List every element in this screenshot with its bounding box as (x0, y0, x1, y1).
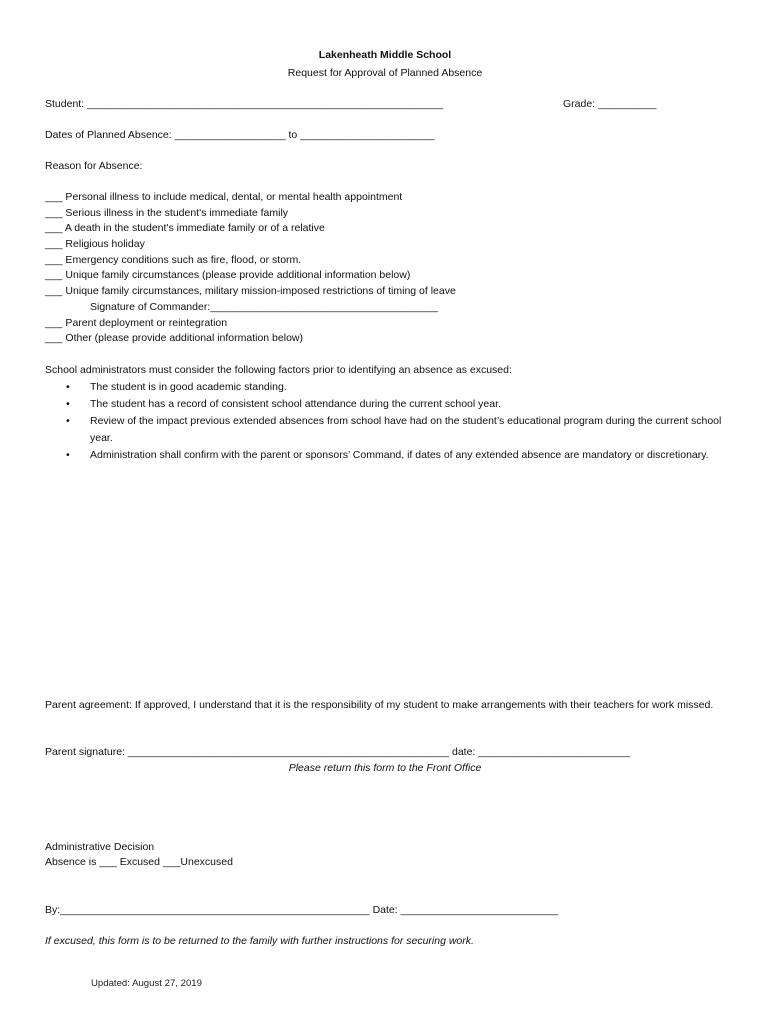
factor-previous-absences: Review of the impact previous extended absences from school have had on the student’s educational program during the current school year. (90, 415, 722, 444)
commander-signature-field[interactable]: Signature of Commander:_______________________________________ (90, 301, 438, 313)
bullet-icon: • (66, 448, 70, 461)
list-item (45, 379, 725, 395)
factor-academic-standing: The student is in good academic standing. (90, 381, 287, 393)
by-date-field[interactable]: By:_____________________________________________________ Date: ___________________________ (45, 904, 559, 916)
dates-field[interactable]: Dates of Planned Absence: ___________________ to _______________________ (45, 129, 435, 141)
decision-line[interactable]: Absence is ___ Excused ___Unexcused (45, 856, 233, 868)
reason-heading: Reason for Absence: (45, 160, 143, 172)
reason-parent-deployment[interactable]: ___ Parent deployment or reintegration (45, 317, 228, 329)
factor-command-confirmation: Administration shall confirm with the parent or sponsors’ Command, if dates of any extended absence are mandatory or discretionary. (90, 448, 709, 461)
reason-unique-family[interactable]: ___ Unique family circumstances (please provide additional information below) (45, 269, 411, 281)
list-item (45, 447, 725, 463)
bullet-icon: • (66, 381, 70, 393)
reason-personal-illness[interactable]: ___ Personal illness to include medical, dental, or mental health appointment (45, 191, 403, 203)
reason-serious-illness[interactable]: ___ Serious illness in the student's immediate family (45, 207, 289, 219)
return-note: Please return this form to the Front Office (288, 762, 482, 774)
reason-emergency-conditions[interactable]: ___ Emergency conditions such as fire, flood, or storm. (45, 254, 302, 266)
excused-note: If excused, this form is to be returned to the family with further instructions for securing work. (45, 935, 474, 947)
list-item (45, 413, 725, 445)
reason-death-in-family[interactable]: ___ A death in the student's immediate family or of a relative (45, 222, 325, 234)
student-field[interactable]: Student: _____________________________________________________________ (45, 98, 444, 110)
grade-field[interactable]: Grade: __________ (563, 98, 657, 110)
admin-factors-list (45, 379, 725, 464)
bullet-icon: • (66, 415, 70, 428)
parent-agreement: Parent agreement: If approved, I understand that it is the responsibility of my student to make arrangements with their teachers for work missed. (45, 699, 714, 711)
reason-military-mission[interactable]: ___ Unique family circumstances, military mission-imposed restrictions of timing of leave (45, 285, 456, 297)
reason-religious-holiday[interactable]: ___ Religious holiday (45, 238, 145, 250)
list-item (45, 396, 725, 412)
parent-signature-field[interactable]: Parent signature: _______________________________________________________ date: __________________________ (45, 746, 631, 758)
bullet-icon: • (66, 398, 70, 411)
factor-attendance: The student has a record of consistent school attendance during the current school year. (90, 398, 501, 411)
admin-factors-intro: School administrators must consider the following factors prior to identifying an absence as excused: (45, 364, 512, 376)
decision-heading: Administrative Decision (45, 841, 155, 853)
form-title: Request for Approval of Planned Absence (287, 67, 483, 79)
school-name: Lakenheath Middle School (318, 49, 452, 61)
updated-date: Updated: August 27, 2019 (91, 978, 202, 989)
reason-other[interactable]: ___ Other (please provide additional information below) (45, 332, 303, 344)
